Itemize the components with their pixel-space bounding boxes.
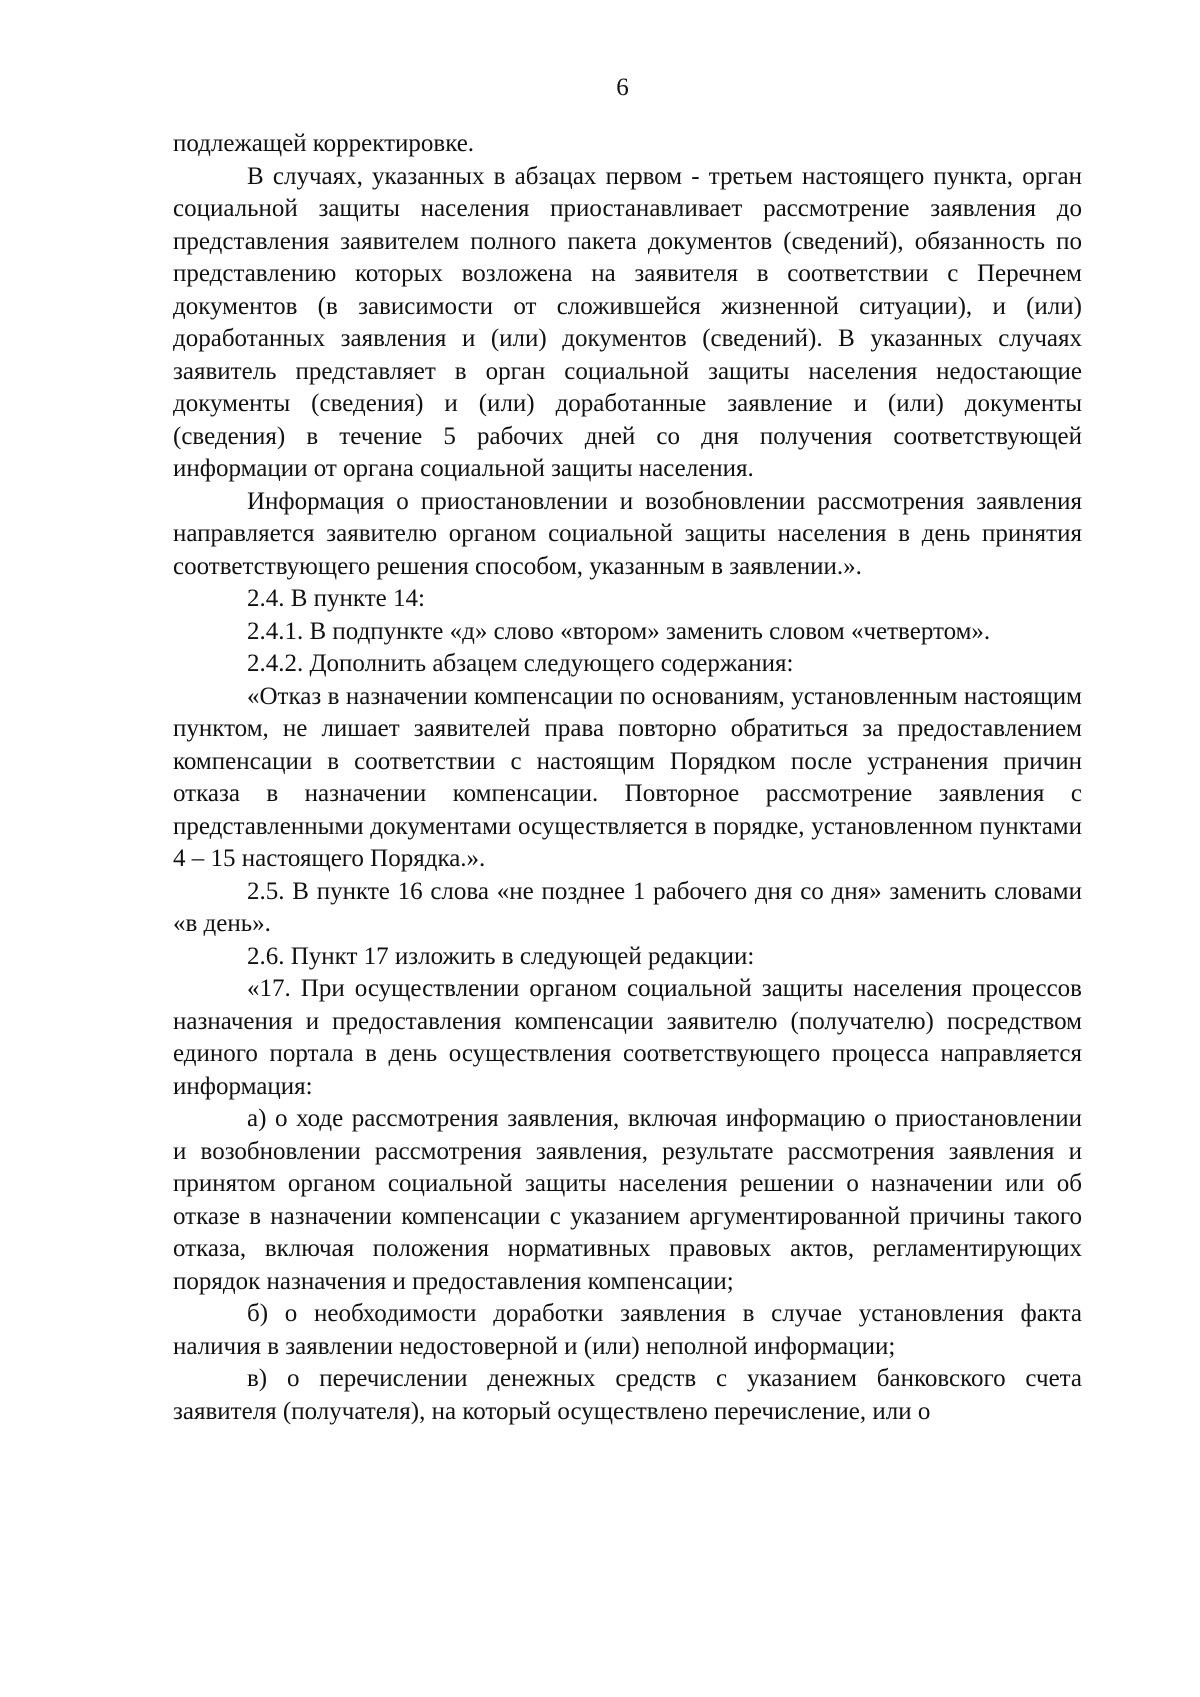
paragraph: а) о ходе рассмотрения заявления, включая информацию о приостановлении и возобновлении рассмотрения заявления, результате рассмотрения заявления и принятом органом социальной защиты населения решении о назначении или об отказе в назначении компенсации с указанием аргументированной причины такого отказа, включая положения нормативных правовых актов, регламентирующих порядок назначения и предоставления компенсации; [173, 1105, 1082, 1295]
paragraph: 2.4.1. В подпункте «д» слово «втором» заменить словом «четвертом». [247, 617, 991, 645]
paragraph: «Отказ в назначении компенсации по основаниям, установленным настоящим пунктом, не лишает заявителей права повторно обратиться за предоставлением компенсации в соответствии с настоящим Порядком после устранения причин отказа в назначении компенсации. Повторное рассмотрение заявления с представленными документами осуществляется в порядке, установленном пунктами 4 – 15 настоящего Порядка.». [173, 682, 1082, 872]
paragraph: «17. При осуществлении органом социальной защиты населения процессов назначения и предоставления компенсации заявителю (получателю) посредством единого портала в день осуществления соответствующего процесса направляется информация: [173, 975, 1082, 1100]
document-body [173, 128, 1082, 1428]
paragraph: 2.4. В пункте 14: [247, 585, 425, 612]
paragraph: б) о необходимости доработки заявления в случае установления факта наличия в заявлении недостоверной и (или) неполной информации; [173, 1300, 1082, 1360]
paragraph: подлежащей корректировке. [173, 130, 475, 157]
paragraph: Информация о приостановлении и возобновлении рассмотрения заявления направляется заявителю органом социальной защиты населения в день принятия соответствующего решения способом, указанным в заявлении.». [173, 487, 1082, 580]
paragraph: 2.6. Пункт 17 изложить в следующей редакции: [247, 942, 755, 970]
paragraph: В случаях, указанных в абзацах первом - третьем настоящего пункта, орган социальной защиты населения приостанавливает рассмотрение заявления до представления заявителем полного пакета документов (сведений), обязанность по представлению которых возложена на заявителя в соответствии с Перечнем документов (в зависимости от сложившейся жизненной ситуации), и (или) доработанных заявления и (или) документов (сведений). В указанных случаях заявитель представляет в орган социальной защиты населения недостающие документы (сведения) и (или) доработанные заявление и (или) документы (сведения) в течение 5 рабочих дней со дня получения соответствующей информации от органа социальной защиты населения. [173, 162, 1082, 482]
page-number: 6 [616, 74, 629, 101]
paragraph: в) о перечислении денежных средств с указанием банковского счета заявителя (получателя), на который осуществлено перечисление, или о [173, 1365, 1082, 1425]
paragraph: 2.4.2. Дополнить абзацем следующего содержания: [247, 650, 794, 677]
paragraph: 2.5. В пункте 16 слова «не позднее 1 рабочего дня со дня» заменить словами «в день». [173, 877, 1082, 937]
